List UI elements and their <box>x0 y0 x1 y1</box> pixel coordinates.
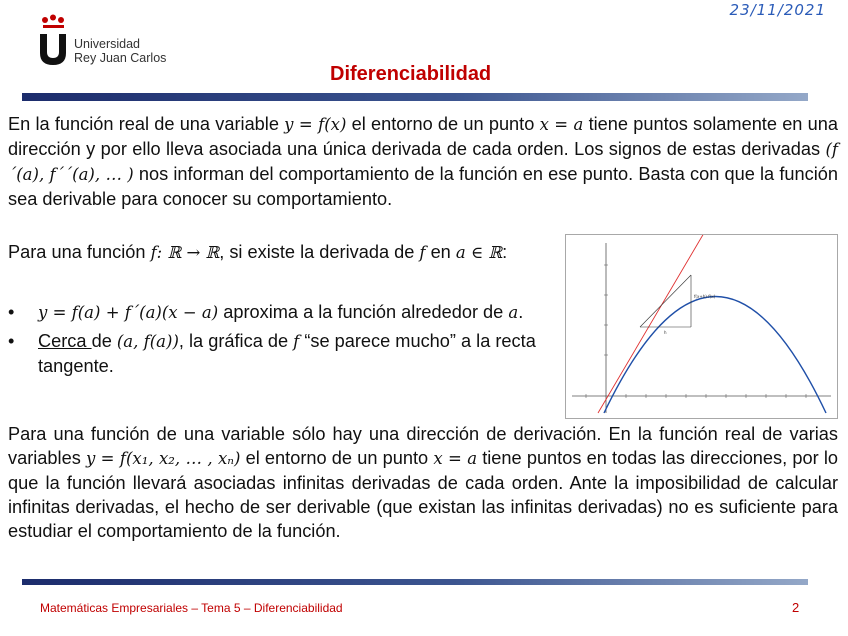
b2-math-1: (a, f(a)) <box>116 332 179 351</box>
footer-course-title: Matemáticas Empresariales – Tema 5 – Diferenciabilidad <box>40 601 343 615</box>
b2-text-1: de <box>91 331 117 351</box>
slide-title: Diferenciabilidad <box>330 63 492 85</box>
b2-text-3: “se parece mucho” a la recta tangente. <box>38 331 536 376</box>
footer-divider <box>22 579 808 585</box>
intro-paragraph <box>8 112 838 211</box>
b2-text-2: , la gráfica de <box>178 331 294 351</box>
closing-math-1: y = f(x₁, x₂, … , xₙ) <box>85 449 241 468</box>
b1-text-2: . <box>518 302 524 322</box>
intro-math-2: x = a <box>539 115 584 134</box>
tangent-graph <box>566 235 837 418</box>
b1-math-2: a <box>508 303 519 322</box>
bullet-dot-icon: • <box>8 302 15 322</box>
intro-math-3: (f´(a), f´´(a), … ) <box>8 140 838 184</box>
def-text-1: Para una función <box>8 242 151 262</box>
closing-text-3: tiene puntos en todas las direcciones, por lo que la función llevará asociadas infinitas derivadas de cada orden. Ante la imposibilidad de calcular infinitas derivadas, el hecho de ser derivable (que existan las infinitas derivadas) no es suficiente para estudiar el comportamiento de la función. <box>8 448 838 541</box>
university-line-2: Rey Juan Carlos <box>74 51 167 65</box>
increment-h-label: h <box>664 330 667 335</box>
def-text-4: : <box>502 242 508 262</box>
def-math-1: f: ℝ → ℝ <box>150 243 220 262</box>
def-text-3: en <box>425 242 456 262</box>
university-line-1: Universidad <box>74 37 141 51</box>
closing-text-2: el entorno de un punto <box>240 448 434 468</box>
urjc-logo-icon <box>34 14 74 70</box>
def-text-2: , si existe la derivada de <box>219 242 420 262</box>
function-curve <box>604 297 826 414</box>
intro-math-1: y = f(x) <box>284 115 347 134</box>
university-name <box>74 37 166 65</box>
b1-text-1: aproxima a la función alrededor de <box>218 302 509 322</box>
bullet-list <box>0 300 542 382</box>
def-math-2: f <box>419 243 426 262</box>
intro-text-3: tiene puntos solamente en una dirección y por ello lleva asociada una única derivada de cada orden. Los signos de estas derivadas <box>8 114 838 159</box>
handwritten-date: 23/11/2021 <box>729 1 826 19</box>
intro-text-4: nos informan del comportamiento de la función en ese punto. Basta con que la función sea derivable para conocer su comportamiento. <box>8 164 838 209</box>
page-number: 2 <box>792 600 800 615</box>
definition-paragraph <box>8 240 542 265</box>
bullet-dot-icon: • <box>8 331 15 351</box>
closing-text-1: Para una función de una variable sólo hay una dirección de derivación. En la función real de varias variables <box>8 424 838 468</box>
increment-f-label: f(x+h)-f(x) <box>694 294 716 299</box>
closing-math-2: x = a <box>433 449 478 468</box>
bullet-item-tangent <box>0 329 542 378</box>
intro-text-1: En la función real de una variable <box>8 114 285 134</box>
bullet-item-approximation <box>0 300 542 325</box>
b2-text-cerca: Cerca <box>38 331 92 351</box>
header-divider <box>22 93 808 101</box>
b2-math-2: f <box>293 332 300 351</box>
closing-paragraph <box>8 422 838 543</box>
tangent-line <box>598 235 704 413</box>
intro-text-2: el entorno de un punto <box>346 114 540 134</box>
def-math-3: a ∈ ℝ <box>455 243 503 262</box>
b1-math-1: y = f(a) + f´(a)(x − a) <box>38 303 219 322</box>
tangent-line-figure <box>565 234 838 419</box>
